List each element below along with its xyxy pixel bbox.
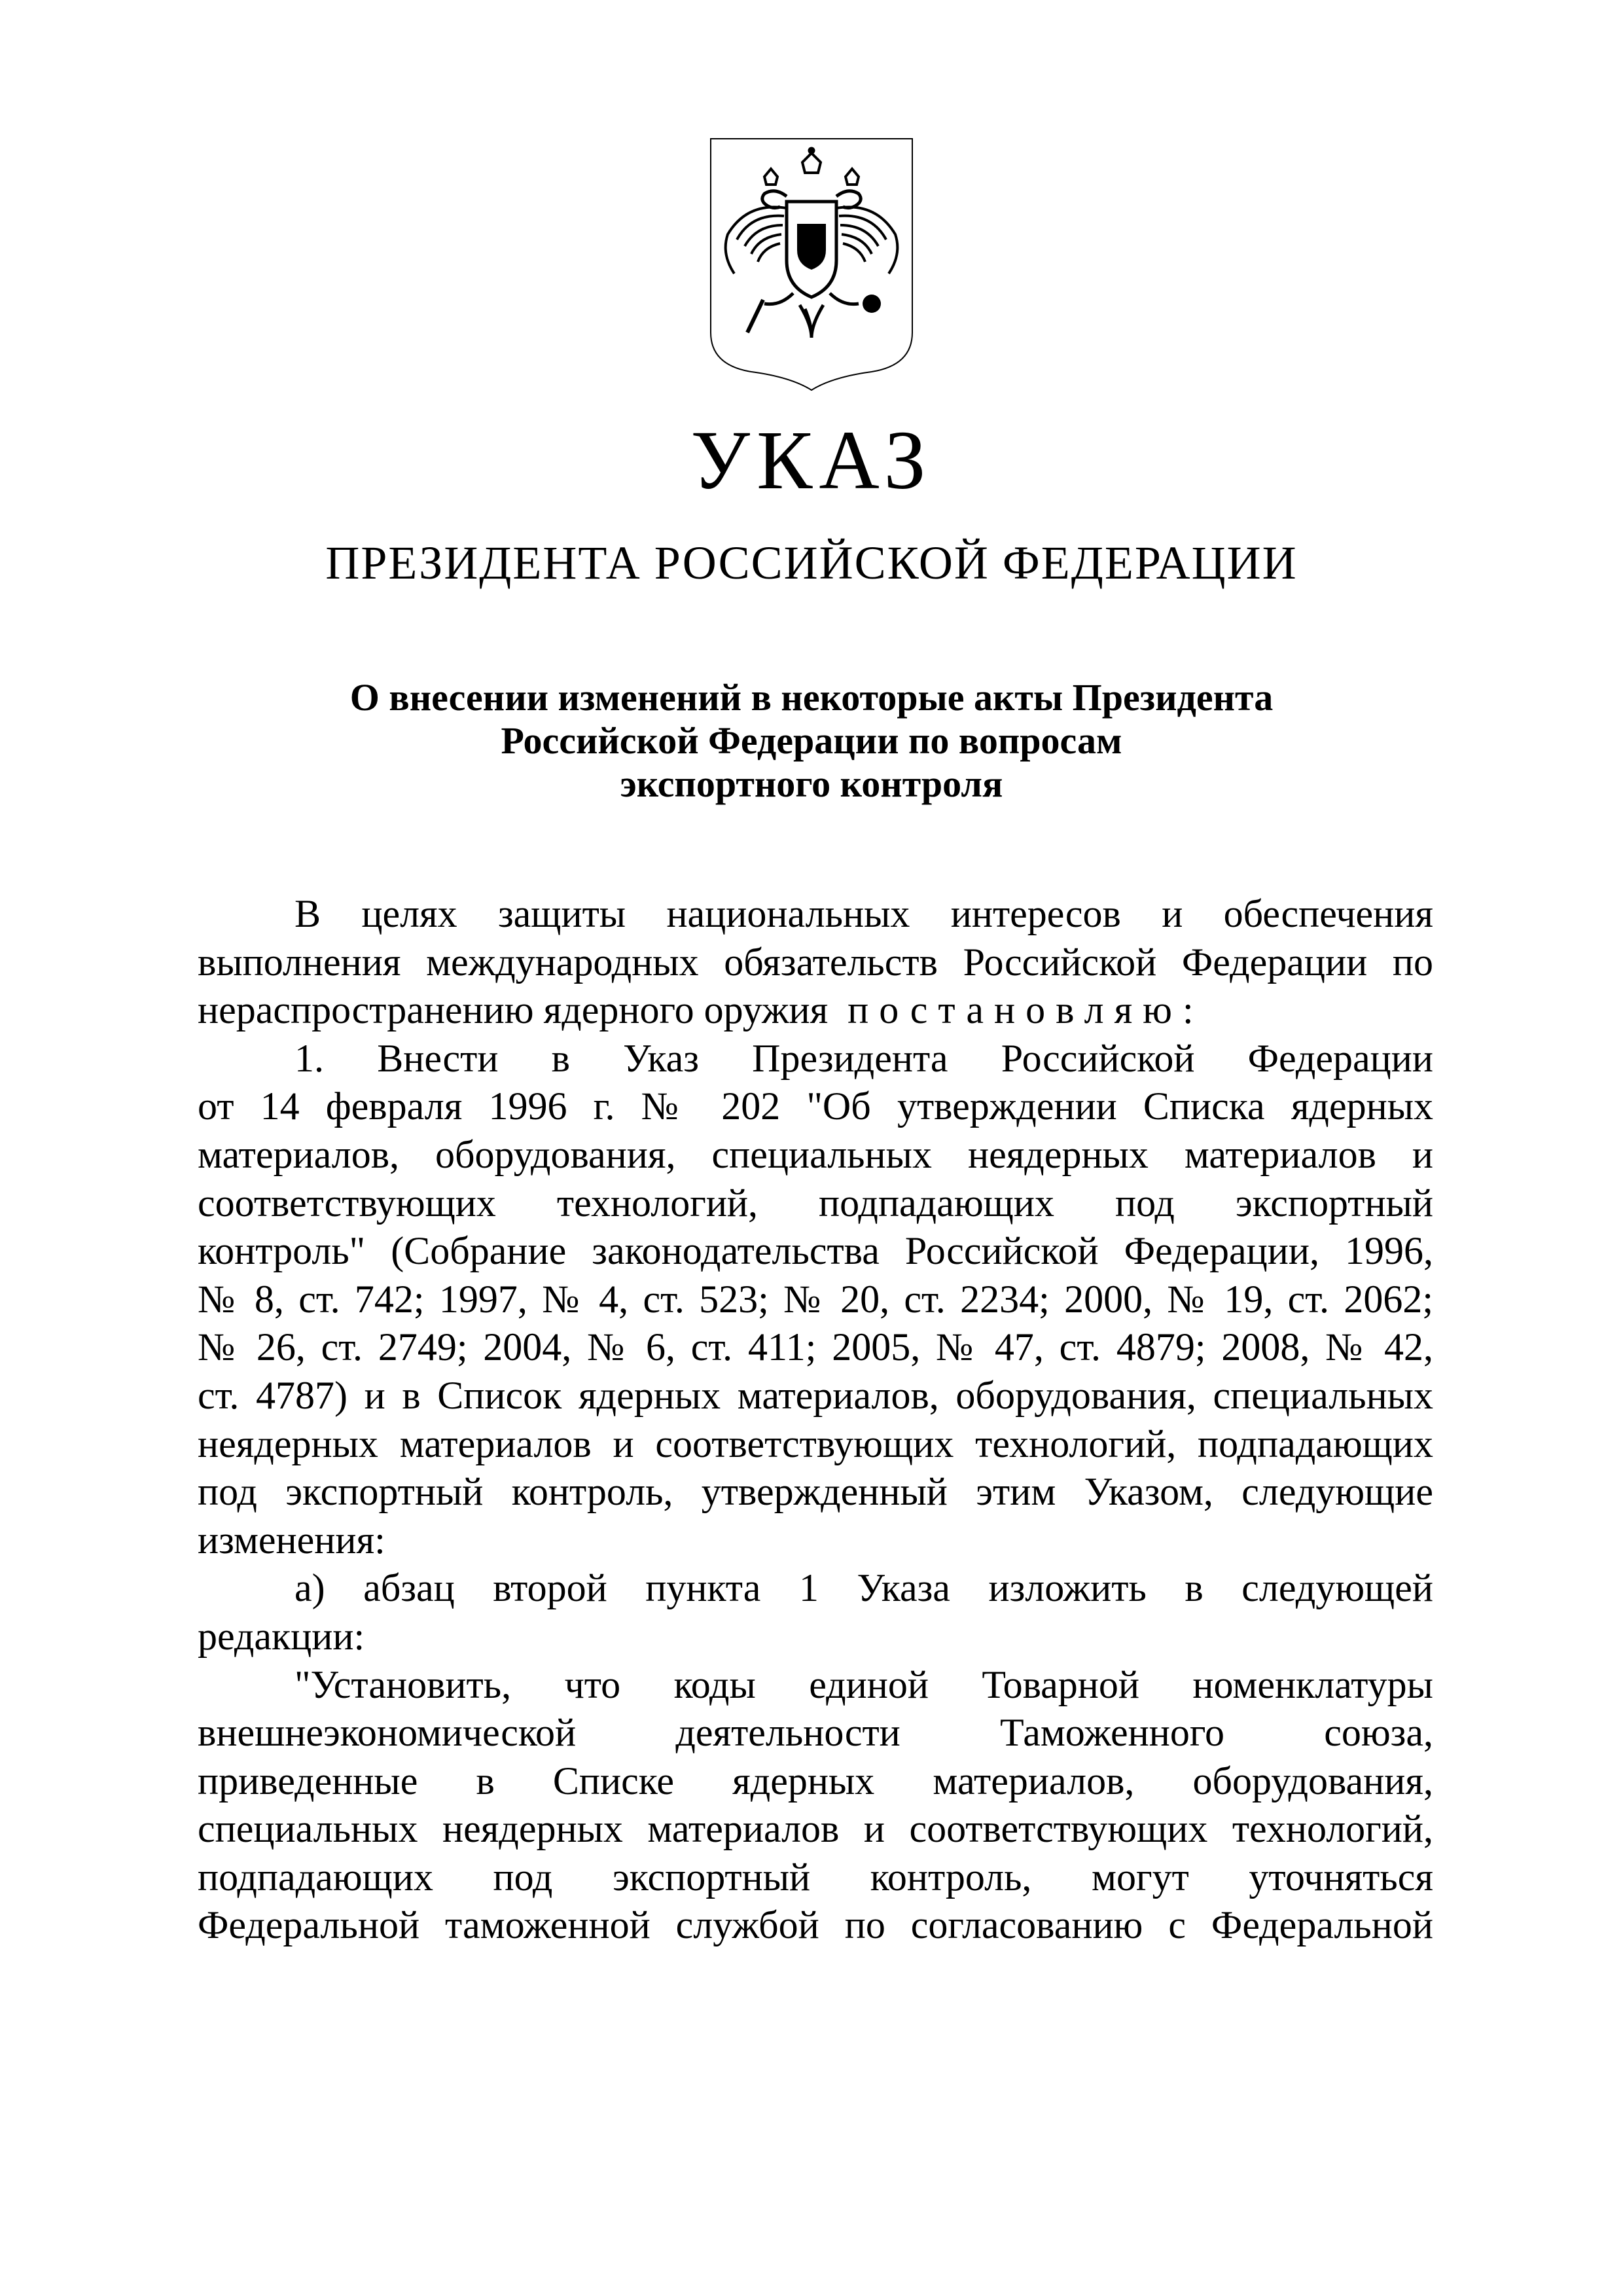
quote-line: приведенные в Списке ядерных материалов, оборудования, — [198, 1759, 1433, 1803]
coat-of-arms-emblem — [708, 136, 915, 391]
document-type-heading: УКАЗ — [690, 414, 933, 507]
item-1-line: 1. Внести в Указ Президента Российской Федерации — [294, 1036, 1433, 1080]
title-line: Российской Федерации по вопросам — [501, 719, 1122, 762]
item-1-line: материалов, оборудования, специальных неядерных материалов и — [198, 1132, 1433, 1176]
item-1-line: неядерных материалов и соответствующих технологий, подпадающих — [198, 1422, 1433, 1465]
document-title — [0, 676, 1623, 806]
preamble-line: В целях защиты национальных интересов и обеспечения — [294, 892, 1433, 935]
item-1-line: ст. 4787) и в Список ядерных материалов, оборудования, специальных — [198, 1373, 1433, 1417]
item-1-line: № 8, ст. 742; 1997, № 4, ст. 523; № 20, ст. 2234; 2000, № 19, ст. 2062; — [198, 1277, 1433, 1321]
title-line: О внесении изменений в некоторые акты Президента — [349, 676, 1274, 719]
quote-line: внешнеэкономической деятельности Таможенного союза, — [198, 1711, 1433, 1755]
russian-coat-of-arms-icon — [708, 136, 915, 391]
item-1-line: соответствующих технологий, подпадающих под экспортный — [198, 1181, 1433, 1225]
quote-line: специальных неядерных материалов и соответствующих технологий, — [198, 1807, 1433, 1851]
preamble-line — [198, 986, 1433, 1035]
sub-item-a-line: редакции: — [198, 1614, 365, 1658]
item-1-line: контроль" (Собрание законодательства Российской Федерации, 1996, — [198, 1229, 1433, 1273]
issuer-heading: ПРЕЗИДЕНТА РОССИЙСКОЙ ФЕДЕРАЦИИ — [325, 537, 1298, 589]
title-line: экспортного контроля — [620, 762, 1003, 805]
spaced-decree-word: постановляю: — [847, 988, 1204, 1032]
item-1-line: от 14 февраля 1996 г. № 202 "Об утверждении Списка ядерных — [198, 1085, 1433, 1128]
preamble-text: нераспространению ядерного оружия — [198, 988, 829, 1032]
sub-item-a-line: а) абзац второй пункта 1 Указа изложить в следующей — [294, 1566, 1433, 1610]
quote-line: Федеральной таможенной службой по согласованию с Федеральной — [198, 1903, 1433, 1947]
document-body — [198, 890, 1433, 1950]
item-1-line: № 26, ст. 2749; 2004, № 6, ст. 411; 2005, № 47, ст. 4879; 2008, № 42, — [198, 1325, 1433, 1369]
quote-line: подпадающих под экспортный контроль, могут уточняться — [198, 1855, 1433, 1899]
item-1-line: изменения: — [198, 1518, 385, 1562]
quote-line: "Установить, что коды единой Товарной номенклатуры — [294, 1662, 1433, 1706]
item-1-line: под экспортный контроль, утвержденный этим Указом, следующие — [198, 1470, 1433, 1514]
preamble-line: выполнения международных обязательств Российской Федерации по — [198, 940, 1433, 984]
